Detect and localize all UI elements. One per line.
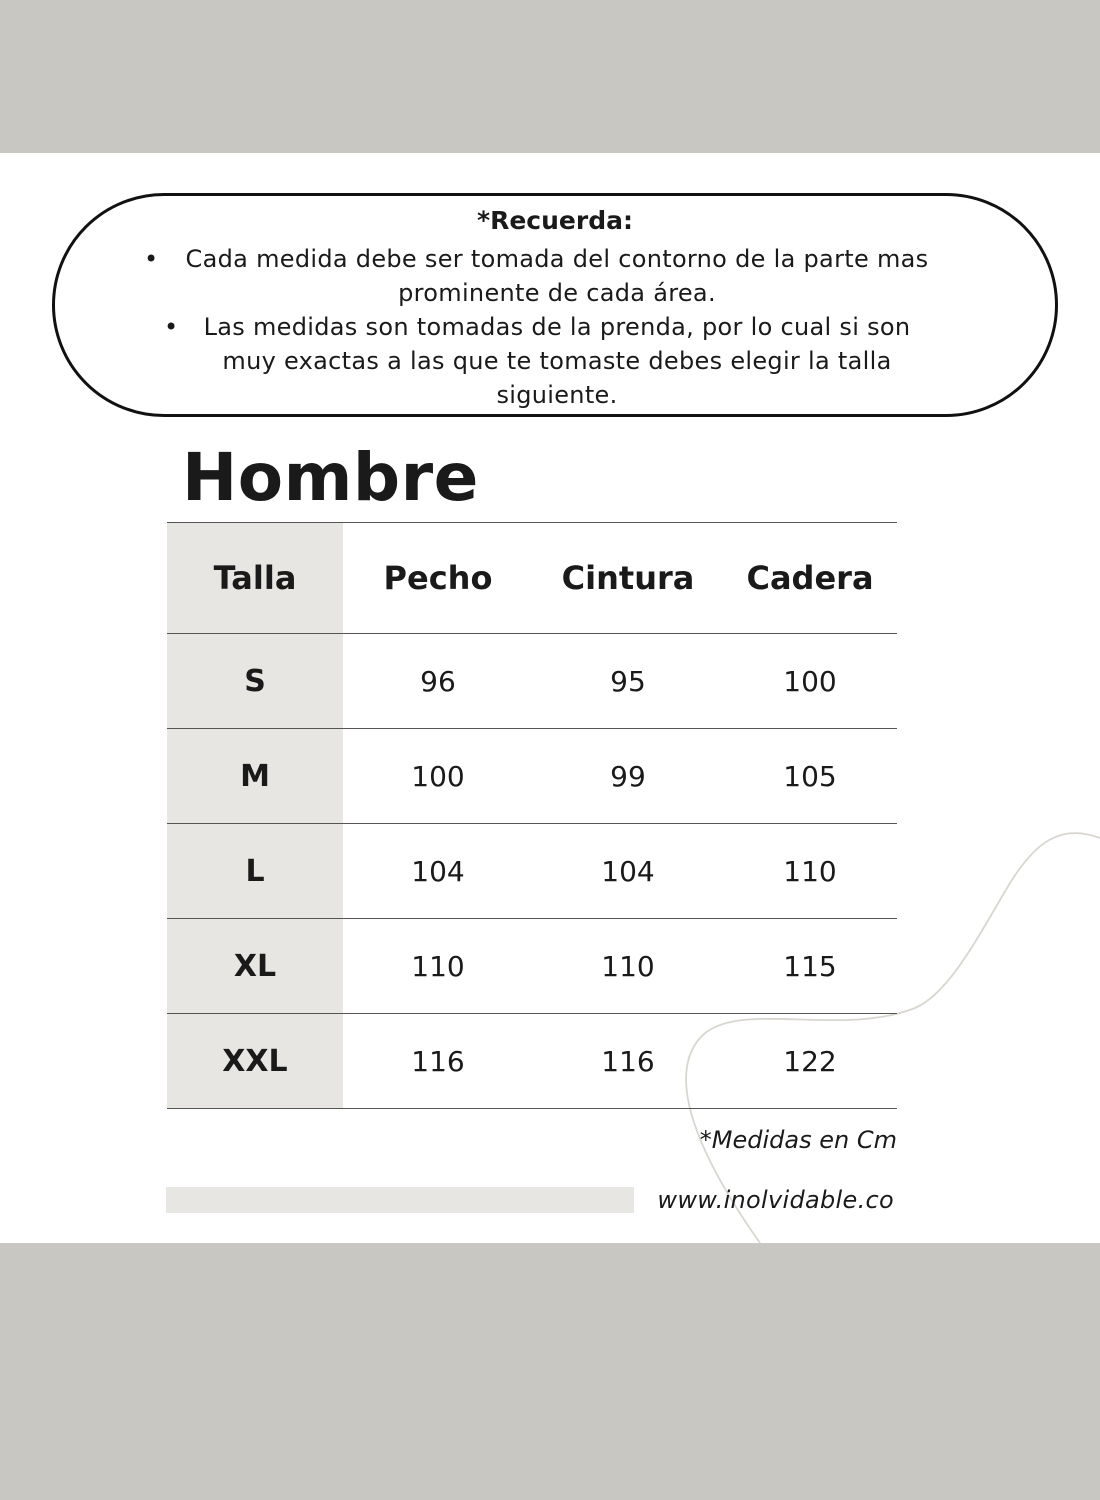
cell-hip: 110 <box>723 824 897 919</box>
cell-size: M <box>167 729 343 824</box>
cell-chest: 100 <box>343 729 533 824</box>
cell-size: XL <box>167 919 343 1014</box>
cell-hip: 100 <box>723 634 897 729</box>
table-row <box>167 919 897 1014</box>
cell-chest: 104 <box>343 824 533 919</box>
table-row <box>167 634 897 729</box>
cell-size: L <box>167 824 343 919</box>
header-hip: Cadera <box>723 523 897 634</box>
cell-chest: 96 <box>343 634 533 729</box>
reminder-title: *Recuerda: <box>477 206 633 235</box>
reminder-box <box>52 193 1058 417</box>
reminder-bullet <box>164 310 917 412</box>
cell-waist: 95 <box>533 634 723 729</box>
bullet-dot-icon: • <box>144 245 159 273</box>
cell-size: S <box>167 634 343 729</box>
header-waist: Cintura <box>533 523 723 634</box>
cell-size: XXL <box>167 1014 343 1109</box>
cell-hip: 105 <box>723 729 897 824</box>
reminder-bullet-text: Las medidas son tomadas de la prenda, por lo cual si son muy exactas a las que te tomaste debes elegir la talla siguiente. <box>203 313 911 409</box>
table-row <box>167 824 897 919</box>
header-size: Talla <box>167 523 343 634</box>
bullet-dot-icon: • <box>164 313 179 341</box>
units-note: *Medidas en Cm <box>699 1126 897 1154</box>
cell-waist: 110 <box>533 919 723 1014</box>
reminder-bullet-text: Cada medida debe ser tomada del contorno de la parte mas prominente de cada área. <box>185 245 929 307</box>
footer-url[interactable]: www.inolvidable.co <box>657 1186 894 1214</box>
cell-waist: 116 <box>533 1014 723 1109</box>
footer-bar <box>166 1187 634 1213</box>
size-table <box>167 522 897 1109</box>
cell-waist: 104 <box>533 824 723 919</box>
header-chest: Pecho <box>343 523 533 634</box>
table-row <box>167 729 897 824</box>
cell-waist: 99 <box>533 729 723 824</box>
table-header-row <box>167 523 897 634</box>
cell-hip: 115 <box>723 919 897 1014</box>
reminder-bullet <box>144 242 937 310</box>
page-title: Hombre <box>182 439 479 516</box>
cell-hip: 122 <box>723 1014 897 1109</box>
table-row <box>167 1014 897 1109</box>
cell-chest: 110 <box>343 919 533 1014</box>
size-chart-card <box>0 153 1100 1243</box>
cell-chest: 116 <box>343 1014 533 1109</box>
